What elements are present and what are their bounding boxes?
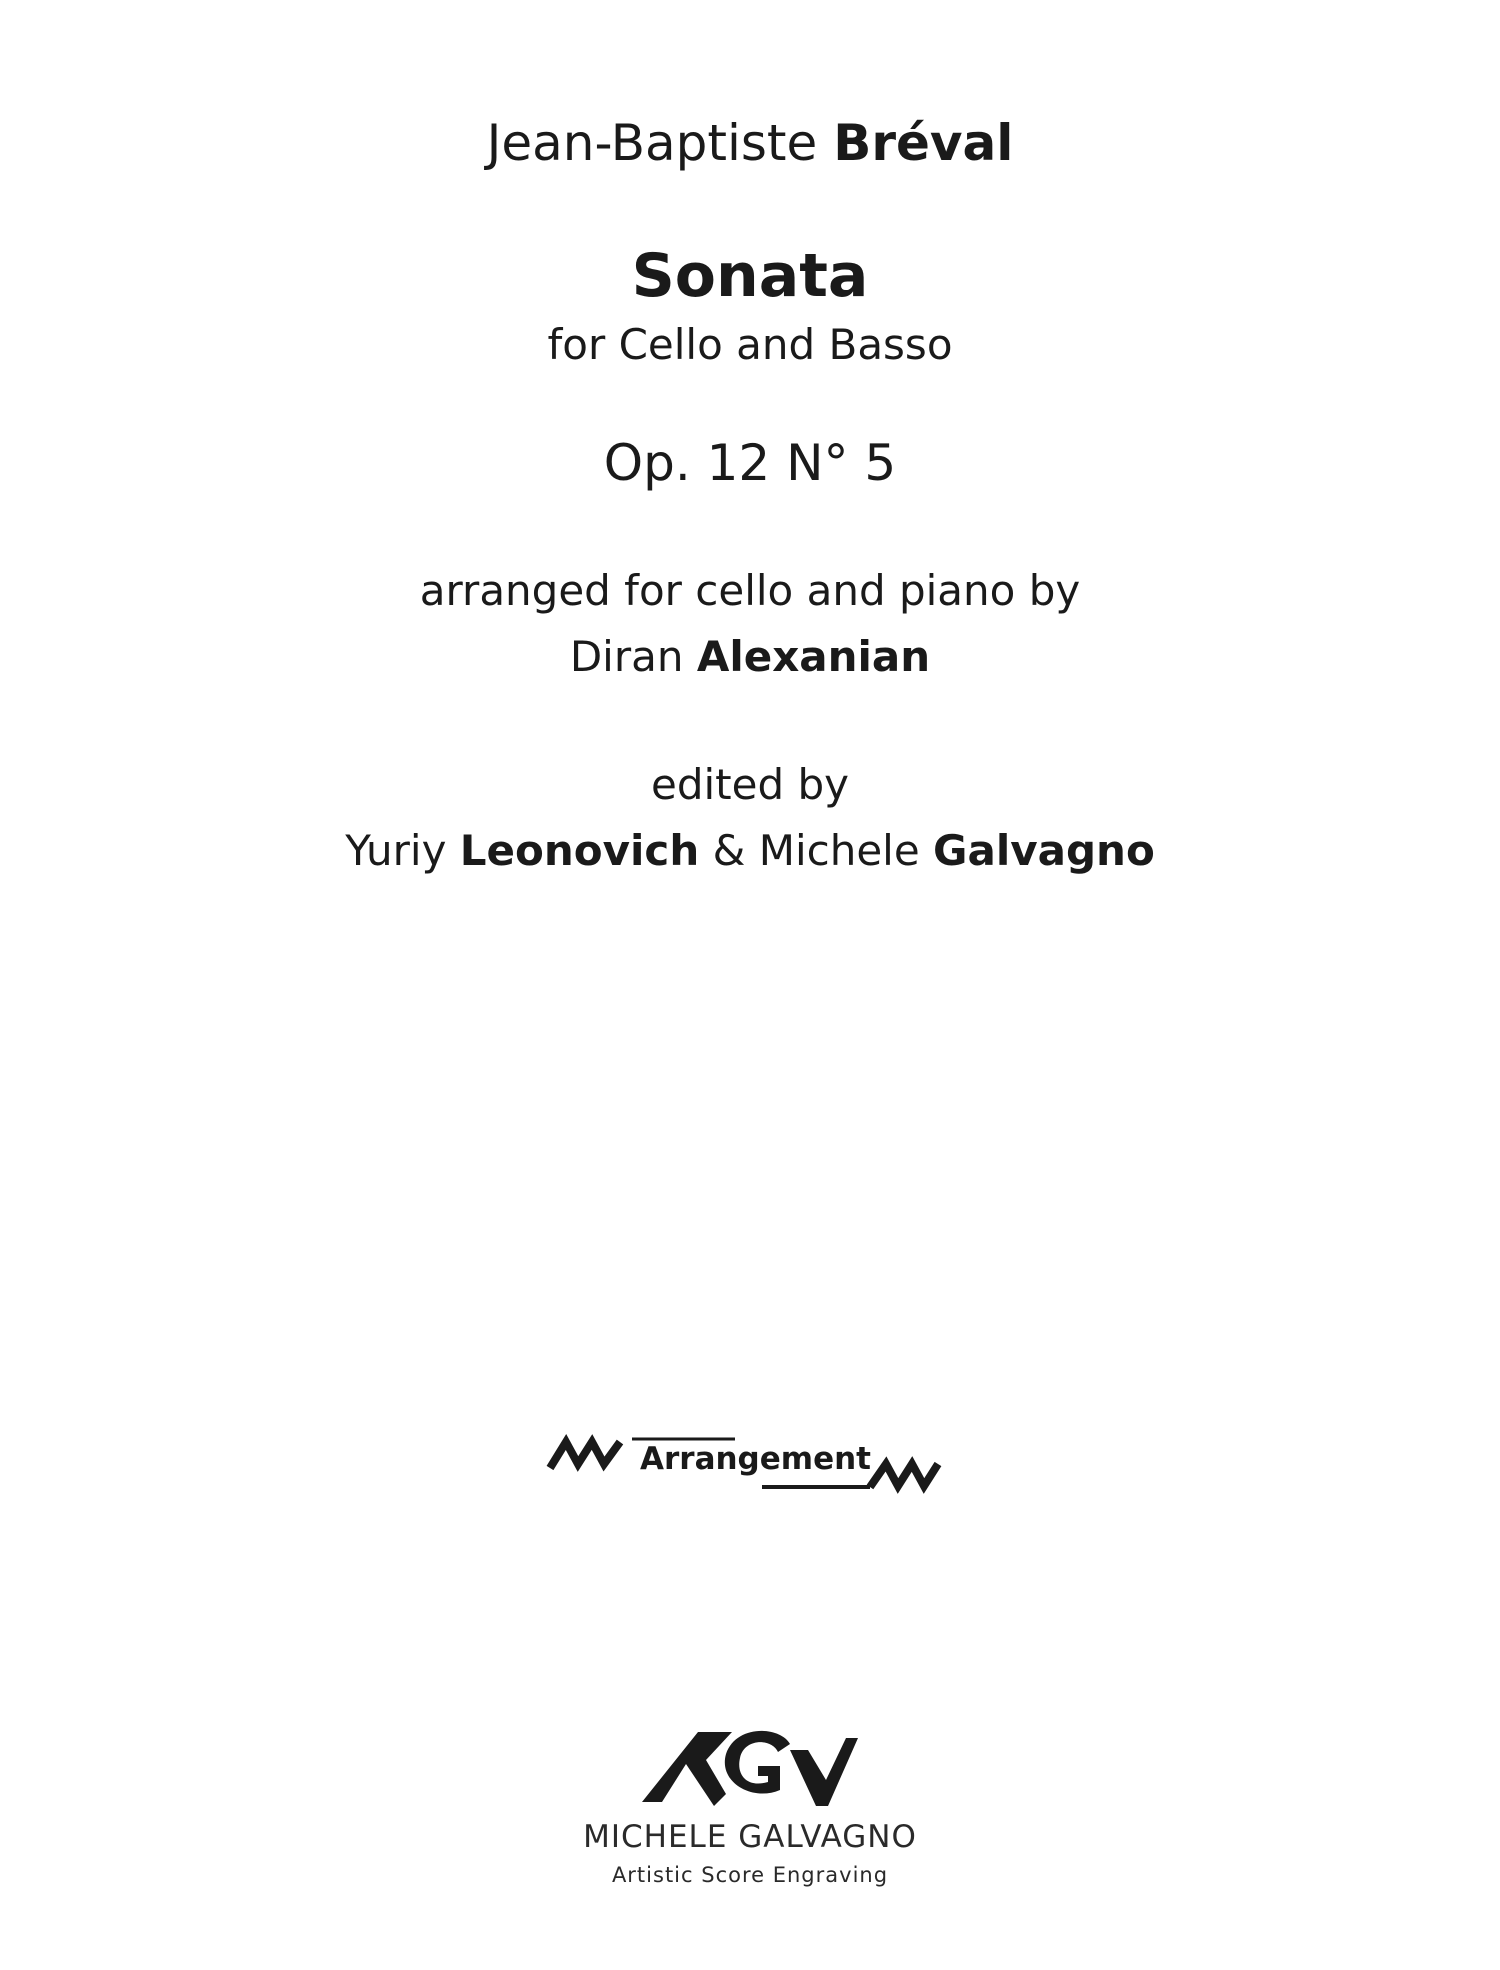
- arrangement-label: Arrangement: [640, 1441, 871, 1477]
- editor2-first-name: Michele: [758, 826, 920, 875]
- arranger-first-name: Diran: [569, 632, 684, 681]
- composer-first-name: Jean-Baptiste: [486, 114, 818, 172]
- arranger-last-name: Alexanian: [696, 632, 931, 681]
- work-subtitle: for Cello and Basso: [547, 320, 953, 369]
- editor1-last-name: Leonovich: [459, 826, 700, 875]
- composer-name: [0, 114, 1500, 172]
- editor2-last-name: Galvagno: [933, 826, 1155, 875]
- opus-number: Op. 12 N° 5: [603, 434, 897, 492]
- arrangement-badge: [540, 1430, 960, 1500]
- edited-by-label: edited by: [650, 760, 849, 809]
- publisher-logo-icon: [640, 1710, 860, 1820]
- editor1-first-name: Yuriy: [345, 826, 447, 875]
- editors-names: [0, 826, 1500, 875]
- work-title: Sonata: [631, 241, 869, 311]
- publisher-tagline: Artistic Score Engraving: [611, 1863, 889, 1887]
- composer-last-name: Bréval: [833, 114, 1014, 172]
- arranger-name: [0, 632, 1500, 681]
- editors-separator: &: [712, 826, 746, 875]
- arranged-by-label: arranged for cello and piano by: [419, 566, 1081, 615]
- publisher-name: MICHELE GALVAGNO: [583, 1819, 917, 1855]
